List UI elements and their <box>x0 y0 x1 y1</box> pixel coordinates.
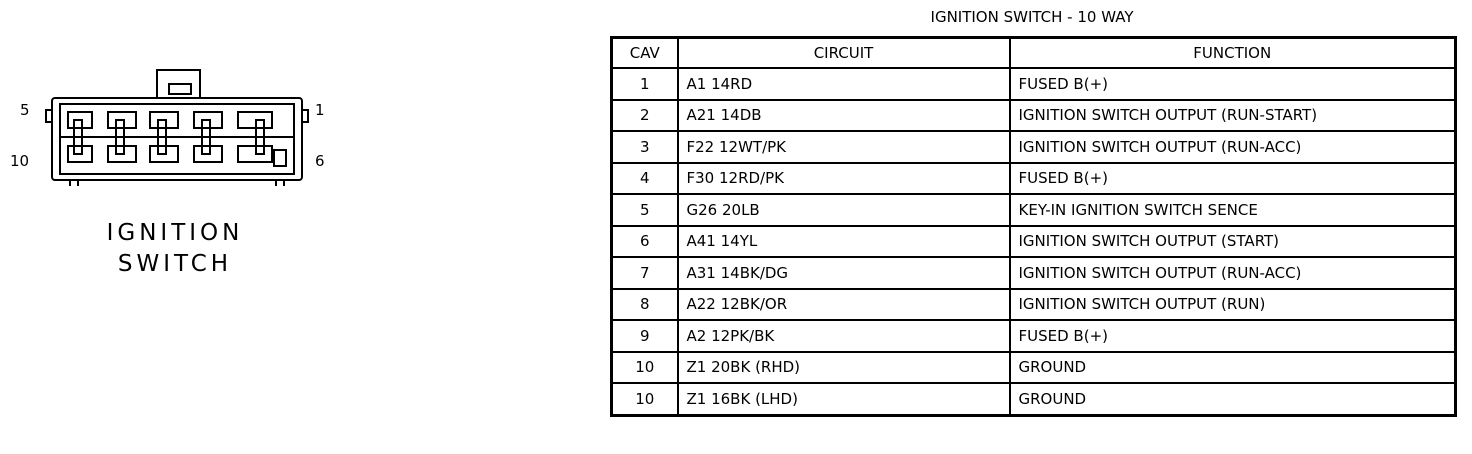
pin-label-1: 1 <box>315 101 325 119</box>
cell-cav: 10 <box>612 383 678 415</box>
table-row <box>612 320 1456 352</box>
cell-function: IGNITION SWITCH OUTPUT (RUN) <box>1010 289 1456 321</box>
table-row <box>612 383 1456 415</box>
table-title: IGNITION SWITCH - 10 WAY <box>930 8 1134 26</box>
cell-cav: 1 <box>612 68 678 100</box>
cell-cav: 4 <box>612 163 678 195</box>
table-row <box>612 100 1456 132</box>
table-row <box>612 68 1456 100</box>
cell-circuit: F22 12WT/PK <box>678 131 1010 163</box>
connector-caption <box>60 218 290 280</box>
cell-cav: 5 <box>612 194 678 226</box>
pinout-table <box>610 36 1457 417</box>
cell-function: IGNITION SWITCH OUTPUT (START) <box>1010 226 1456 258</box>
cavity-row-top <box>68 112 272 128</box>
cell-function: GROUND <box>1010 383 1456 415</box>
table-row <box>612 131 1456 163</box>
cell-circuit: A2 12PK/BK <box>678 320 1010 352</box>
table-row <box>612 289 1456 321</box>
cell-circuit: Z1 20BK (RHD) <box>678 352 1010 384</box>
cell-function: GROUND <box>1010 352 1456 384</box>
cell-function: FUSED B(+) <box>1010 68 1456 100</box>
cell-function: FUSED B(+) <box>1010 163 1456 195</box>
cell-circuit: Z1 16BK (LHD) <box>678 383 1010 415</box>
cell-circuit: G26 20LB <box>678 194 1010 226</box>
cell-function: IGNITION SWITCH OUTPUT (RUN-ACC) <box>1010 257 1456 289</box>
connector-caption-line2: SWITCH <box>117 251 233 277</box>
cell-function: KEY-IN IGNITION SWITCH SENCE <box>1010 194 1456 226</box>
cell-cav: 8 <box>612 289 678 321</box>
cell-circuit: F30 12RD/PK <box>678 163 1010 195</box>
table-header-row <box>612 38 1456 69</box>
header-function: FUNCTION <box>1010 38 1456 69</box>
connector-latch-window <box>169 84 191 94</box>
cell-circuit: A21 14DB <box>678 100 1010 132</box>
table-body <box>612 68 1456 415</box>
cell-cav: 3 <box>612 131 678 163</box>
header-circuit: CIRCUIT <box>678 38 1010 69</box>
cell-cav: 2 <box>612 100 678 132</box>
table-row <box>612 352 1456 384</box>
table-row <box>612 226 1456 258</box>
cell-cav: 9 <box>612 320 678 352</box>
cell-function: FUSED B(+) <box>1010 320 1456 352</box>
cell-function: IGNITION SWITCH OUTPUT (RUN-ACC) <box>1010 131 1456 163</box>
cell-cav: 10 <box>612 352 678 384</box>
cell-circuit: A31 14BK/DG <box>678 257 1010 289</box>
cell-circuit: A1 14RD <box>678 68 1010 100</box>
connector-key <box>274 150 286 166</box>
connector-caption-line1: IGNITION <box>106 220 244 246</box>
cell-cav: 7 <box>612 257 678 289</box>
table-row <box>612 163 1456 195</box>
header-cav: CAV <box>612 38 678 69</box>
cavity-row-bottom <box>68 146 272 162</box>
cell-circuit: A22 12BK/OR <box>678 289 1010 321</box>
pin-label-5: 5 <box>20 101 30 119</box>
table-row <box>612 257 1456 289</box>
cell-function: IGNITION SWITCH OUTPUT (RUN-START) <box>1010 100 1456 132</box>
table-row <box>612 194 1456 226</box>
pin-label-10: 10 <box>10 152 30 170</box>
connector-face-drawing <box>0 60 340 200</box>
cell-cav: 6 <box>612 226 678 258</box>
pin-label-6: 6 <box>315 152 325 170</box>
cell-circuit: A41 14YL <box>678 226 1010 258</box>
